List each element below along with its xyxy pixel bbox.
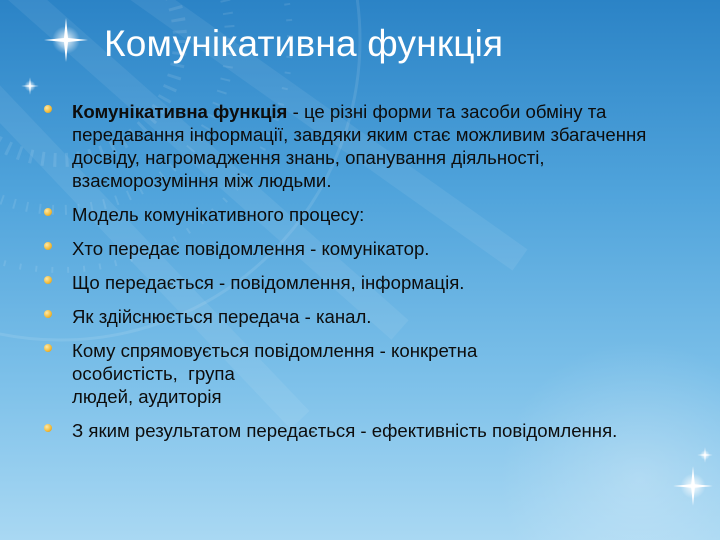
list-item bbox=[44, 339, 684, 408]
bullet-text: З яким результатом передається - ефективність повідомлення. bbox=[72, 420, 618, 441]
bullet-text: - це різні форми та засоби обміну та передавання інформації, завдяки яким стає можливим збагачення досвіду, нагромадження знань, опанування діяльності, взаєморозуміння між людьми. bbox=[72, 101, 647, 191]
bullet-dot-icon bbox=[44, 105, 52, 113]
bullet-dot-icon bbox=[44, 276, 52, 284]
bullet-dot-icon bbox=[44, 344, 52, 352]
list-item bbox=[44, 305, 684, 328]
bullet-dot-icon bbox=[44, 242, 52, 250]
bullet-text-line: Кому спрямовується повідомлення - конкретна bbox=[72, 340, 478, 361]
list-item bbox=[44, 203, 684, 226]
bullet-text: Модель комунікативного процесу: bbox=[72, 204, 365, 225]
bullet-text: Що передається - повідомлення, інформація. bbox=[72, 272, 465, 293]
bullet-text-line: особистість, група bbox=[72, 363, 235, 384]
bullet-text: Хто передає повідомлення - комунікатор. bbox=[72, 238, 430, 259]
bullet-dot-icon bbox=[44, 208, 52, 216]
list-item bbox=[44, 271, 684, 294]
bullet-dot-icon bbox=[44, 424, 52, 432]
bullet-text-line: людей, аудиторія bbox=[72, 386, 222, 407]
bullet-list bbox=[44, 100, 684, 453]
list-item bbox=[44, 237, 684, 260]
bullet-dot-icon bbox=[44, 310, 52, 318]
list-item bbox=[44, 100, 684, 192]
bullet-bold-term: Комунікативна функція bbox=[72, 101, 288, 122]
list-item bbox=[44, 419, 684, 442]
bullet-text: Як здійснюється передача - канал. bbox=[72, 306, 372, 327]
slide-title: Комунікативна функція bbox=[104, 23, 504, 64]
sparkle-star-icon bbox=[21, 77, 39, 95]
